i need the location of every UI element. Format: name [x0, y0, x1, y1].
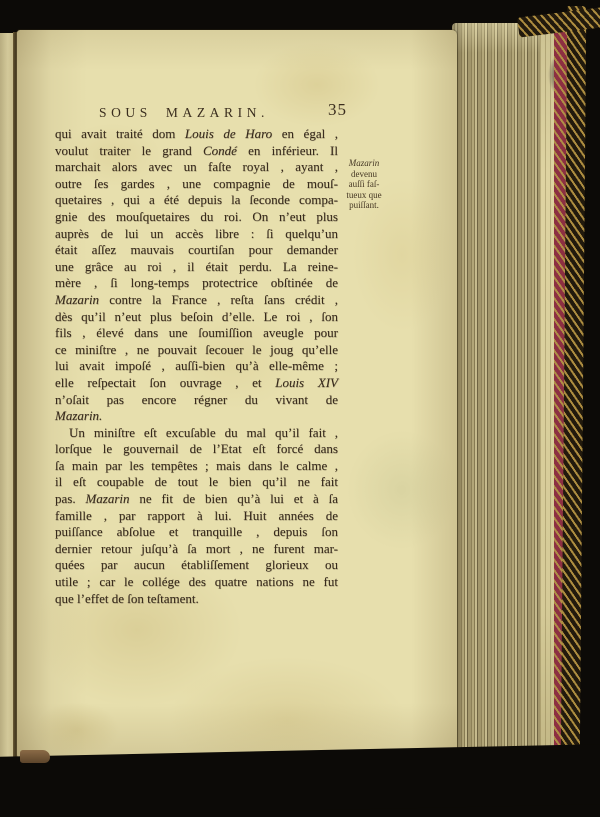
body-line	[55, 309, 338, 326]
body-line	[55, 557, 338, 574]
body-line	[55, 226, 338, 243]
show-through-stain	[347, 430, 457, 550]
margin-note-line	[327, 169, 401, 180]
body-line	[55, 508, 338, 525]
body-line	[55, 259, 338, 276]
text: quées par aucun établiſſement glorieux ou	[55, 557, 338, 573]
italic-text: Mazarin	[85, 491, 130, 507]
italic-text: Louis XIV	[275, 374, 338, 390]
body-line	[55, 491, 338, 508]
italic-text: Mazarin.	[55, 408, 103, 424]
body-line	[55, 358, 338, 375]
facing-page-edge	[0, 33, 14, 757]
body-line	[55, 143, 338, 160]
bottom-shadow	[0, 744, 600, 817]
text: qui avait traité dom	[55, 126, 185, 141]
body-line	[55, 591, 338, 608]
text: Un miniſtre eſt excuſable du mal qu’il fait ,	[69, 424, 338, 440]
body-line	[55, 524, 338, 541]
body-line	[55, 275, 338, 292]
text: gnie des mouſquetaires du roi. On n’eut plus	[55, 208, 338, 224]
body-line	[55, 425, 338, 442]
text: était aſſez mauvais courtiſan pour demander	[55, 242, 338, 258]
body-line	[55, 242, 338, 259]
text: outre ſes gardes , une compagnie de mouſ-	[55, 175, 338, 191]
body-line	[55, 574, 338, 591]
body-line	[55, 441, 338, 458]
body-line	[55, 209, 338, 226]
body-line	[55, 392, 338, 409]
text: pas.	[55, 491, 86, 507]
text: utile ; car le collége des quatre nations ne fut	[55, 574, 338, 590]
page-number: 35	[328, 100, 347, 119]
italic-text: Mazarin	[348, 158, 380, 168]
text: marchait alors avec un faſte royal , ayant ,	[55, 159, 338, 175]
text: famille , par rapport à lui. Huit années de	[55, 507, 338, 523]
text: fils , élevé dans une ſoumiſſion aveugle pour	[55, 325, 338, 341]
text: il eſt coupable de tout le bien qu’il ne fait	[55, 474, 338, 490]
italic-text: Mazarin	[55, 291, 100, 307]
body-line	[55, 408, 338, 425]
text: une grâce au roi , il était perdu. La reine-	[55, 258, 338, 274]
body-line	[55, 342, 338, 359]
text: en inférieur. Il	[236, 142, 338, 158]
body-line	[55, 375, 338, 392]
margin-note	[327, 158, 401, 211]
body-line	[55, 192, 338, 209]
text: ſa main par les tempêtes ; mais dans le calme ,	[55, 457, 338, 473]
fore-edge-page-stack	[452, 23, 552, 752]
book-page	[17, 30, 457, 758]
text: quetaires , qui a été depuis la ſeconde compa-	[55, 192, 338, 208]
text: lorſque le gouvernail de l’Etat eſt forcé dans	[55, 441, 338, 457]
text: dernier retour juſqu’à ſa mort , ne furent mar-	[55, 540, 338, 556]
margin-note-line	[327, 158, 401, 169]
italic-text: Condé	[202, 142, 237, 158]
body-line	[55, 292, 338, 309]
body-line	[55, 325, 338, 342]
text: en égal ,	[272, 126, 339, 141]
margin-note-line	[327, 200, 401, 211]
text: puiſſant.	[349, 200, 379, 211]
text: n’oſait pas encore régner du vivant de	[55, 391, 338, 407]
page-header	[55, 102, 347, 124]
body-text	[55, 126, 338, 607]
body-line	[55, 474, 338, 491]
text: ne fit de bien qu’à lui et à ſa	[129, 491, 338, 507]
text: lui avait impoſé , auſſi-bien qu’à elle-même ;	[55, 358, 338, 374]
text: contre la France , reſta ſans crédit ,	[99, 291, 338, 307]
text: que l’effet de ſon teſtament.	[55, 590, 199, 606]
text: dès qu’il n’eut plus beſoin d’elle. Le roi , ſon	[55, 308, 338, 324]
text: voulut traiter le grand	[55, 142, 203, 158]
text: ce miniſtre , ne pouvait ſecouer le joug qu’elle	[55, 341, 338, 357]
text: tueux que	[346, 189, 382, 200]
text: auſſi faſ-	[348, 179, 380, 190]
text: devenu	[351, 168, 377, 179]
body-line	[55, 159, 338, 176]
body-line	[55, 458, 338, 475]
margin-note-line	[327, 190, 401, 201]
margin-note-line	[327, 179, 401, 190]
body-line	[55, 126, 338, 143]
italic-text: Louis de Haro	[184, 126, 273, 141]
text: elle reſpectait ſon ouvrage , et	[55, 374, 276, 390]
text: mère , ſi long-temps protectrice obſtinée de	[55, 275, 338, 291]
text: puiſſance abſolue et tranquille , depuis ſon	[55, 524, 338, 540]
running-title: SOUS MAZARIN.	[98, 105, 269, 120]
text: auprès de lui un accès libre : ſi quelqu’un	[55, 225, 338, 241]
body-line	[55, 541, 338, 558]
clasp-fragment	[20, 750, 50, 763]
body-line	[55, 176, 338, 193]
